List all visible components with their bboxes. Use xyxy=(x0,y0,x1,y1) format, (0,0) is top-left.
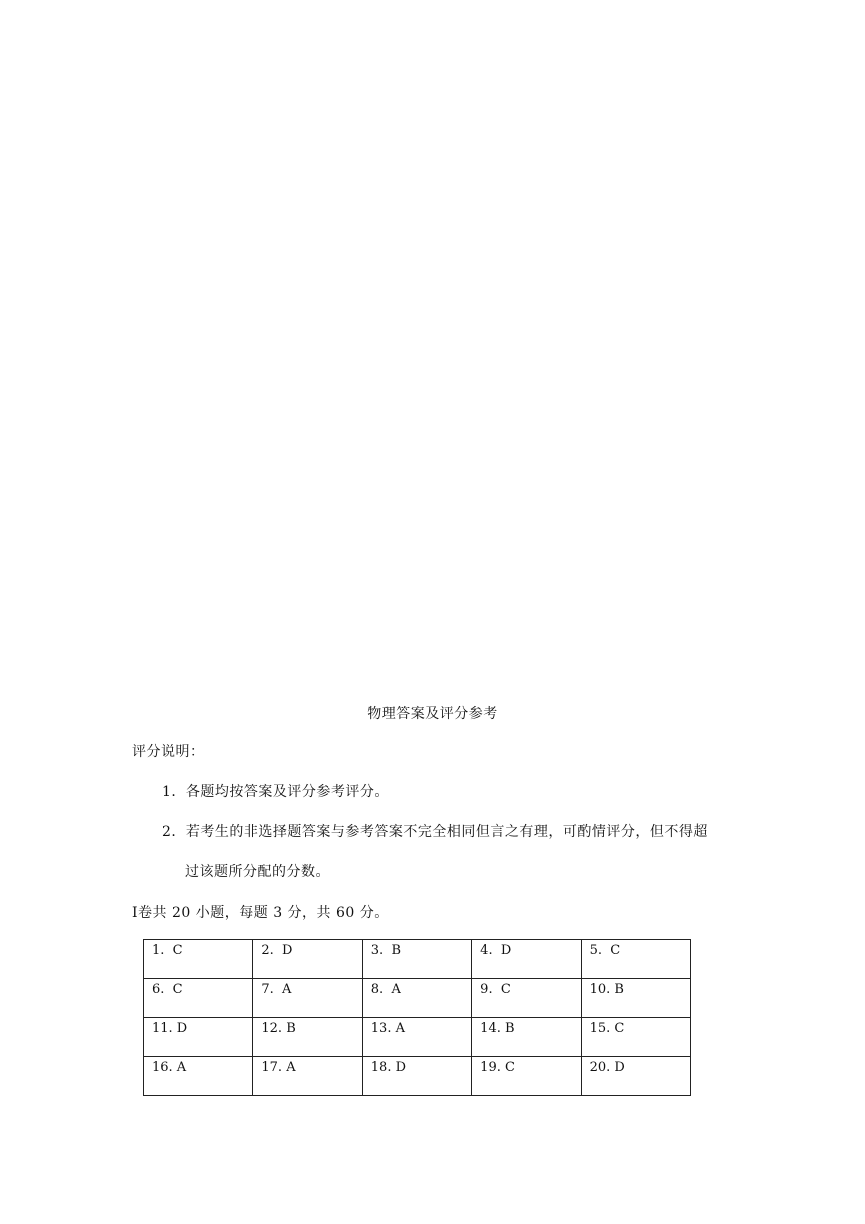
table-row xyxy=(144,1018,691,1057)
table-row xyxy=(144,940,691,979)
answer-cell: 16. A xyxy=(144,1057,253,1096)
table-row xyxy=(144,1057,691,1096)
answer-cell: 11. D xyxy=(144,1018,253,1057)
answer-cell: 18. D xyxy=(362,1057,471,1096)
answer-cell: 3. B xyxy=(362,940,471,979)
answer-cell: 20. D xyxy=(581,1057,690,1096)
section-intro: Ⅰ卷共 20 小题，每题 3 分，共 60 分。 xyxy=(132,905,389,921)
answer-cell: 13. A xyxy=(362,1018,471,1057)
scoring-heading: 评分说明： xyxy=(132,744,205,760)
answer-cell: 12. B xyxy=(253,1018,362,1057)
scoring-item-2: 2．若考生的非选择题答案与参考答案不完全相同但言之有理，可酌情评分，但不得超 xyxy=(162,824,708,840)
answer-cell: 10. B xyxy=(581,979,690,1018)
answer-cell: 14. B xyxy=(472,1018,581,1057)
answer-cell: 1. C xyxy=(144,940,253,979)
answer-cell: 5. C xyxy=(581,940,690,979)
answer-cell: 15. C xyxy=(581,1018,690,1057)
scoring-item-2-continuation: 过该题所分配的分数。 xyxy=(185,864,330,880)
answer-cell: 8. A xyxy=(362,979,471,1018)
scoring-item-1: 1．各题均按答案及评分参考评分。 xyxy=(162,784,389,800)
answer-table xyxy=(143,939,691,1096)
answer-cell: 4. D xyxy=(472,940,581,979)
answer-cell: 2. D xyxy=(253,940,362,979)
page-title: 物理答案及评分参考 xyxy=(367,706,498,722)
answer-cell: 6. C xyxy=(144,979,253,1018)
answer-cell: 19. C xyxy=(472,1057,581,1096)
answer-cell: 9. C xyxy=(472,979,581,1018)
table-row xyxy=(144,979,691,1018)
answer-cell: 17. A xyxy=(253,1057,362,1096)
answer-cell: 7. A xyxy=(253,979,362,1018)
